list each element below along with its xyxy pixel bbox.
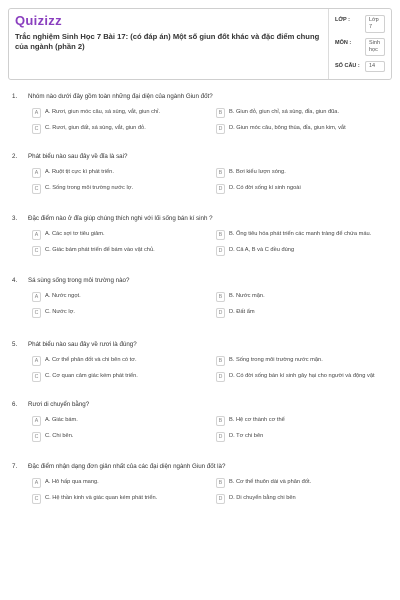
option-text: C. Nước lợ. <box>45 309 75 315</box>
question-number: 3. <box>12 215 18 222</box>
meta-count-row <box>335 61 385 72</box>
answer-option-c[interactable] <box>32 432 208 442</box>
option-text: A. Giác bám. <box>45 417 78 423</box>
header-title-area <box>9 9 329 79</box>
option-letter-box: D <box>216 372 225 382</box>
worksheet-title: Trắc nghiệm Sinh Học 7 Bài 17: (có đáp án) Một số giun đốt khác và đặc điểm chung của ngành (phần 2) <box>15 32 320 51</box>
option-text: B. Bơi kiểu lượn sóng. <box>229 169 286 175</box>
option-text: D. Đất ẩm <box>229 309 255 315</box>
question-block <box>0 214 400 256</box>
answer-option-d[interactable] <box>216 246 392 256</box>
worksheet-header <box>8 8 392 80</box>
option-text: D. Tơ chi bên <box>229 433 264 439</box>
option-letter-box: A <box>32 292 41 302</box>
option-letter-box: A <box>32 168 41 178</box>
option-text: C. Hệ thần kinh và giác quan kém phát triển. <box>45 495 158 501</box>
option-letter-box: B <box>216 416 225 426</box>
option-letter-box: A <box>32 108 41 118</box>
question-number: 4. <box>12 277 18 284</box>
option-text: C. Giác bám phát triển để bám vào vật chủ. <box>45 247 155 253</box>
question-text: Phát biểu nào sau đây về đỉa là sai? <box>28 153 128 160</box>
answer-options <box>32 356 392 382</box>
answer-option-a[interactable] <box>32 356 208 366</box>
question-header <box>12 400 392 409</box>
answer-options <box>32 292 392 318</box>
question-number: 2. <box>12 153 18 160</box>
question-number: 7. <box>12 463 18 470</box>
option-letter-box: C <box>32 246 41 256</box>
option-text: B. Giun đỏ, giun chỉ, sá sùng, đỉa, giun đũa. <box>229 109 340 115</box>
option-text: C. Chi bên. <box>45 433 74 439</box>
question-text: Nhóm nào dưới đây gồm toàn những đại diện của ngành Giun đốt? <box>28 93 213 100</box>
question-header <box>12 152 392 161</box>
option-text: C. Rươi, giun đất, sá sùng, vắt, giun đỏ. <box>45 125 146 131</box>
question-block <box>0 276 400 318</box>
option-letter-box: A <box>32 356 41 366</box>
question-header <box>12 462 392 471</box>
meta-subject-value: Sinh học <box>365 38 385 56</box>
answer-option-b[interactable] <box>216 478 392 488</box>
option-text: A. Các sợi tơ tiêu giảm. <box>45 231 105 237</box>
option-text: B. Ống tiêu hóa phát triển các manh tràng để chứa máu. <box>229 231 372 237</box>
question-text: Sá sùng sống trong môi trường nào? <box>28 277 130 284</box>
option-text: D. Giun móc câu, bông thùa, đỉa, giun kim, vắt <box>229 125 346 131</box>
option-text: D. Có đời sống kí sinh ngoài <box>229 185 301 191</box>
question-number: 6. <box>12 401 18 408</box>
answer-options <box>32 478 392 504</box>
option-text: B. Cơ thể thuôn dài và phân đốt. <box>229 479 312 485</box>
option-text: B. Sống trong môi trường nước mặn. <box>229 357 323 363</box>
question-block <box>0 152 400 194</box>
meta-subject-row <box>335 38 385 56</box>
answer-option-d[interactable] <box>216 432 392 442</box>
question-text: Phát biểu nào sau đây về rươi là đúng? <box>28 341 137 348</box>
option-text: D. Cả A, B và C đều đúng <box>229 247 295 253</box>
question-number: 1. <box>12 93 18 100</box>
question-header <box>12 276 392 285</box>
answer-option-a[interactable] <box>32 292 208 302</box>
question-block <box>0 92 400 134</box>
quizizz-logo: Quizizz <box>15 13 62 28</box>
header-meta <box>329 9 391 79</box>
answer-options <box>32 168 392 194</box>
answer-option-d[interactable] <box>216 372 392 382</box>
option-letter-box: C <box>32 184 41 194</box>
answer-option-c[interactable] <box>32 246 208 256</box>
option-letter-box: C <box>32 372 41 382</box>
question-header <box>12 340 392 349</box>
question-block <box>0 462 400 504</box>
answer-options <box>32 230 392 256</box>
option-letter-box: C <box>32 124 41 134</box>
option-letter-box: C <box>32 432 41 442</box>
answer-option-c[interactable] <box>32 308 208 318</box>
option-text: D. Di chuyển bằng chi bên <box>229 495 296 501</box>
option-text: B. Hệ cơ thành cơ thể <box>229 417 285 423</box>
option-letter-box: C <box>32 308 41 318</box>
answer-option-a[interactable] <box>32 416 208 426</box>
question-header <box>12 92 392 101</box>
answer-option-a[interactable] <box>32 108 208 118</box>
answer-option-c[interactable] <box>32 184 208 194</box>
answer-option-b[interactable] <box>216 230 392 240</box>
option-letter-box: D <box>216 124 225 134</box>
option-letter-box: A <box>32 230 41 240</box>
meta-class-row <box>335 15 385 33</box>
question-text: Đặc điểm nào ở đỉa giúp chúng thích nghi với lối sống bán kí sinh ? <box>28 215 213 222</box>
answer-option-a[interactable] <box>32 478 208 488</box>
answer-option-b[interactable] <box>216 292 392 302</box>
answer-option-c[interactable] <box>32 124 208 134</box>
option-letter-box: B <box>216 478 225 488</box>
meta-subject-label: MÔN : <box>335 40 352 46</box>
answer-option-d[interactable] <box>216 124 392 134</box>
option-letter-box: D <box>216 246 225 256</box>
option-letter-box: D <box>216 308 225 318</box>
option-letter-box: B <box>216 168 225 178</box>
option-letter-box: D <box>216 494 225 504</box>
option-text: A. Cơ thể phân đốt và chi bên có tơ. <box>45 357 137 363</box>
option-letter-box: A <box>32 478 41 488</box>
meta-class-label: LỚP : <box>335 17 350 23</box>
option-letter-box: A <box>32 416 41 426</box>
question-block <box>0 400 400 442</box>
option-text: D. Có đời sống bán kí sinh gây hại cho người và động vật <box>229 373 375 379</box>
answer-option-d[interactable] <box>216 494 392 504</box>
option-letter-box: D <box>216 432 225 442</box>
meta-count-value: 14 <box>365 61 385 72</box>
question-header <box>12 214 392 223</box>
question-number: 5. <box>12 341 18 348</box>
option-text: C. Cơ quan cảm giác kém phát triển. <box>45 373 138 379</box>
option-text: B. Nước mặn. <box>229 293 265 299</box>
answer-option-a[interactable] <box>32 168 208 178</box>
answer-option-d[interactable] <box>216 184 392 194</box>
answer-option-b[interactable] <box>216 356 392 366</box>
answer-option-c[interactable] <box>32 372 208 382</box>
option-letter-box: C <box>32 494 41 504</box>
answer-option-c[interactable] <box>32 494 208 504</box>
answer-option-d[interactable] <box>216 308 392 318</box>
question-list <box>0 92 400 504</box>
option-text: A. Nước ngọt. <box>45 293 81 299</box>
option-text: A. Ruột tịt cực kì phát triển. <box>45 169 114 175</box>
answer-option-b[interactable] <box>216 168 392 178</box>
answer-option-a[interactable] <box>32 230 208 240</box>
answer-options <box>32 416 392 442</box>
question-text: Đặc điểm nhận dạng đơn giản nhất của các đại diện ngành Giun đốt là? <box>28 463 226 470</box>
answer-option-b[interactable] <box>216 416 392 426</box>
question-text: Rươi di chuyển bằng? <box>28 401 90 408</box>
question-block <box>0 340 400 382</box>
option-letter-box: B <box>216 108 225 118</box>
meta-count-label: SỐ CÂU : <box>335 63 360 69</box>
option-letter-box: D <box>216 184 225 194</box>
option-text: A. Hô hấp qua mang. <box>45 479 99 485</box>
answer-option-b[interactable] <box>216 108 392 118</box>
option-text: C. Sống trong môi trường nước lợ. <box>45 185 134 191</box>
option-text: A. Rươi, giun móc câu, sá sùng, vắt, giun chỉ. <box>45 109 161 115</box>
meta-class-value: Lớp 7 <box>365 15 385 33</box>
answer-options <box>32 108 392 134</box>
option-letter-box: B <box>216 292 225 302</box>
option-letter-box: B <box>216 356 225 366</box>
option-letter-box: B <box>216 230 225 240</box>
